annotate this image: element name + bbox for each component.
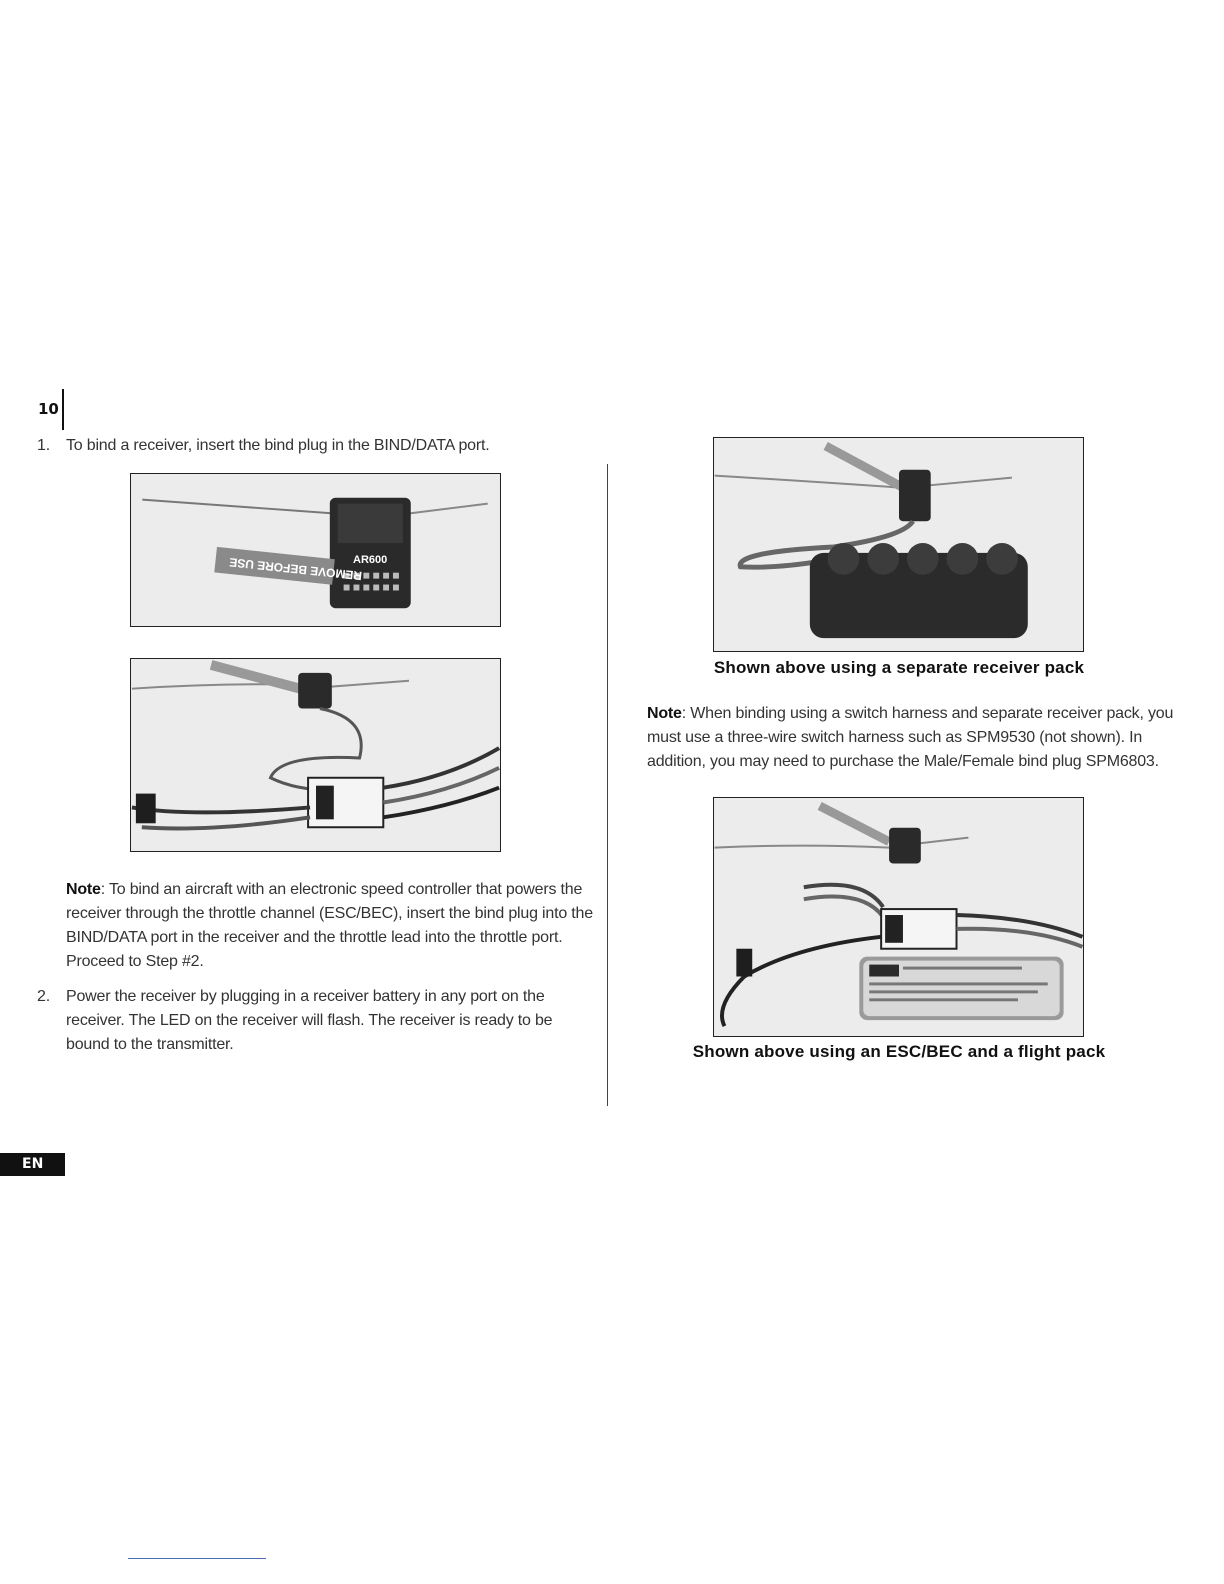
right-note-text: : When binding using a switch harness and separate receiver pack, you must use a three-wire switch harness such as SPM9530 (not shown). In addition, you may need to purchase the Male/Female bind plug SPM6803. <box>647 705 1174 770</box>
receiver-pack-illustration <box>714 438 1083 651</box>
remove-before-use-tag: REMOVE BEFORE USE <box>228 555 363 583</box>
step-2-number: 2. <box>37 988 50 1005</box>
receiver-esc-illustration <box>131 659 500 851</box>
step-1-text: To bind a receiver, insert the bind plug in the BIND/DATA port. <box>66 437 490 454</box>
left-note <box>66 878 598 974</box>
column-divider <box>607 464 608 1106</box>
right-note <box>647 702 1187 774</box>
receiver-pack-photo <box>713 437 1084 652</box>
footer-rule <box>128 1558 266 1559</box>
esc-flight-pack-illustration <box>714 798 1083 1036</box>
language-badge: EN <box>0 1153 65 1176</box>
step-1-number: 1. <box>37 437 50 454</box>
right-note-label: Note <box>647 705 682 722</box>
receiver-esc-photo <box>130 658 501 852</box>
page-number-divider <box>62 389 64 430</box>
left-note-label: Note <box>66 881 101 898</box>
receiver-model-label: AR600 <box>353 554 388 566</box>
esc-flight-pack-photo <box>713 797 1084 1037</box>
receiver-bind-plug-illustration <box>131 474 500 626</box>
caption-receiver-pack: Shown above using a separate receiver pack <box>713 658 1085 677</box>
caption-esc-flight-pack: Shown above using an ESC/BEC and a flight pack <box>692 1042 1106 1061</box>
step-2-text: Power the receiver by plugging in a receiver battery in any port on the receiver. The LED on the receiver will flash. The receiver is ready to be bound to the transmitter. <box>66 988 553 1053</box>
page-number: 10 <box>38 400 59 418</box>
left-note-text: : To bind an aircraft with an electronic speed controller that powers the receiver through the throttle channel (ESC/BEC), insert the bind plug into the BIND/DATA port in the receiver and the throttle lead into the throttle port. Proceed to Step #2. <box>66 881 593 970</box>
receiver-bind-plug-photo <box>130 473 501 627</box>
